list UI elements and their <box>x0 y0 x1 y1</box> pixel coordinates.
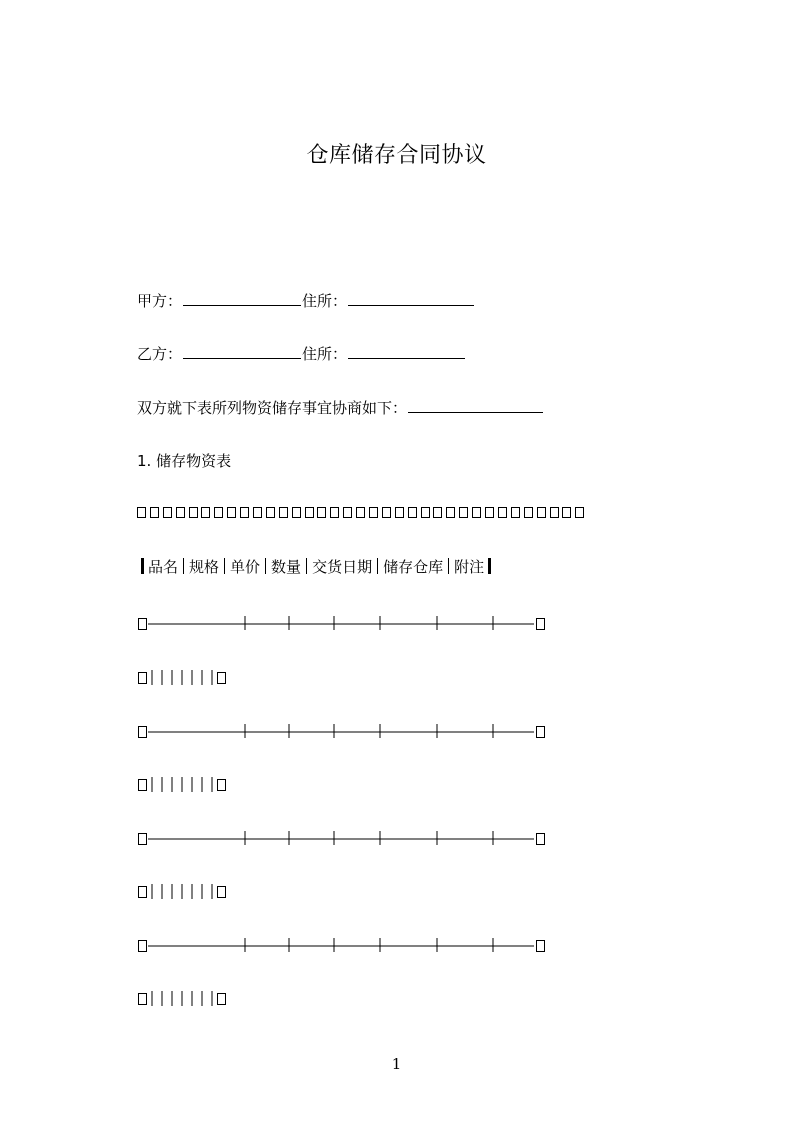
missing-glyph-box <box>537 619 545 630</box>
missing-glyph-box <box>218 780 226 791</box>
table-header-cell: 交货日期 <box>312 558 373 576</box>
party-a-address-label: 住所： <box>302 292 348 310</box>
missing-glyph-box <box>537 941 545 952</box>
missing-glyph-box <box>218 887 226 898</box>
missing-glyph-box <box>537 834 545 845</box>
agreement-intro-text: 双方就下表所列物资储存事宜协商如下： <box>137 399 408 417</box>
missing-glyph-box <box>139 673 147 684</box>
page-number: 1 <box>391 1055 402 1073</box>
table-header-cell: 单价 <box>230 558 261 576</box>
table-header-cell: 规格 <box>189 558 220 576</box>
missing-glyph-box <box>537 727 545 738</box>
party-a-label: 甲方： <box>137 292 183 310</box>
table-header-cell: 附注 <box>454 558 485 576</box>
missing-glyph-box <box>139 780 147 791</box>
missing-glyph-box <box>218 994 226 1005</box>
table-header-cell: 储存仓库 <box>383 558 444 576</box>
document-title: 仓库储存合同协议 <box>306 143 487 168</box>
table-header-cell: 品名 <box>148 558 179 576</box>
missing-glyph-box <box>139 941 147 952</box>
missing-glyph-box <box>218 673 226 684</box>
missing-glyph-box <box>139 619 147 630</box>
missing-glyph-box <box>139 834 147 845</box>
party-b-address-label: 住所： <box>302 345 348 363</box>
missing-glyph-box <box>139 994 147 1005</box>
missing-glyph-box <box>139 727 147 738</box>
section-1-title: 1. 储存物资表 <box>137 452 232 470</box>
missing-glyph-box <box>139 887 147 898</box>
table-header-cell: 数量 <box>271 558 302 576</box>
party-b-label: 乙方： <box>137 345 183 363</box>
